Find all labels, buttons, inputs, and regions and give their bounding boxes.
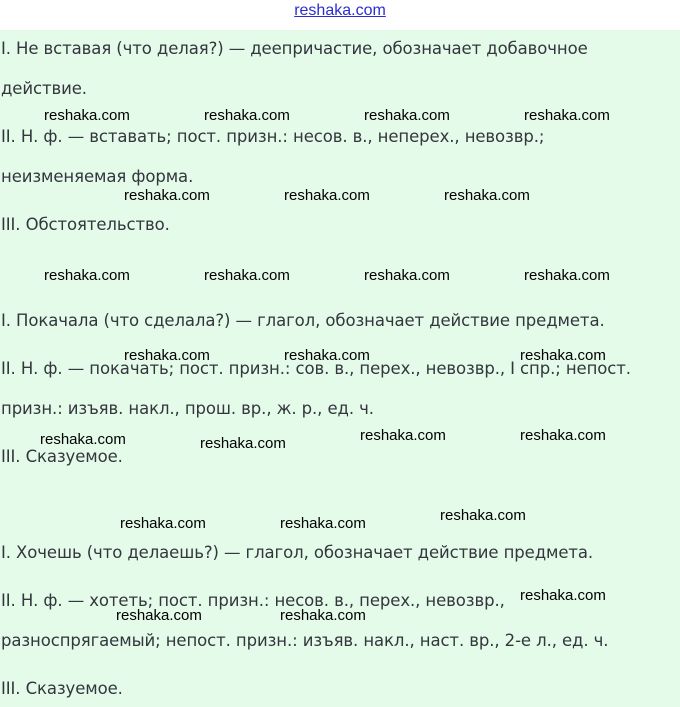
site-logo-link[interactable]: reshaka.com	[294, 2, 386, 19]
watermark-text: reshaka.com	[44, 267, 130, 284]
watermark-text: reshaka.com	[524, 107, 610, 124]
parse-line: II. Н. ф. — вставать; пост. призн.: несов. в., неперех., невозвр.;	[1, 127, 545, 146]
watermark-text: reshaka.com	[524, 267, 610, 284]
watermark-text: reshaka.com	[444, 187, 530, 204]
watermark-text: reshaka.com	[116, 607, 202, 624]
watermark-text: reshaka.com	[520, 427, 606, 444]
parse-line: действие.	[1, 79, 87, 98]
watermark-text: reshaka.com	[520, 347, 606, 364]
watermark-text: reshaka.com	[280, 515, 366, 532]
parse-line: I. Не вставая (что делая?) — деепричастие, обозначает добавочное	[1, 39, 588, 58]
parse-line: неизменяемая форма.	[1, 167, 194, 186]
watermark-text: reshaka.com	[364, 107, 450, 124]
watermark-text: reshaka.com	[124, 347, 210, 364]
parse-line: III. Сказуемое.	[1, 679, 123, 698]
parse-line: разноспрягаемый; непост. призн.: изъяв. накл., наст. вр., 2-е л., ед. ч.	[1, 631, 609, 650]
watermark-text: reshaka.com	[284, 347, 370, 364]
parse-line: призн.: изъяв. накл., прош. вр., ж. р., ед. ч.	[1, 399, 374, 418]
watermark-text: reshaka.com	[44, 107, 130, 124]
watermark-text: reshaka.com	[124, 187, 210, 204]
parse-line: I. Хочешь (что делаешь?) — глагол, обозначает действие предмета.	[1, 543, 594, 562]
parse-line: III. Сказуемое.	[1, 447, 123, 466]
watermark-text: reshaka.com	[360, 427, 446, 444]
parse-line: II. Н. ф. — хотеть; пост. призн.: несов. в., перех., невозвр.,	[1, 591, 505, 610]
watermark-text: reshaka.com	[40, 431, 126, 448]
watermark-text: reshaka.com	[280, 607, 366, 624]
watermark-text: reshaka.com	[120, 515, 206, 532]
watermark-text: reshaka.com	[284, 187, 370, 204]
watermark-text: reshaka.com	[520, 587, 606, 604]
watermark-text: reshaka.com	[364, 267, 450, 284]
watermark-text: reshaka.com	[200, 435, 286, 452]
watermark-text: reshaka.com	[204, 107, 290, 124]
header	[0, 0, 680, 30]
parse-line: II. Н. ф. — покачать; пост. призн.: сов. в., перех., невозвр., I спр.; непост.	[1, 359, 631, 378]
parse-line: III. Обстоятельство.	[1, 215, 170, 234]
watermark-text: reshaka.com	[440, 507, 526, 524]
parse-line: I. Покачала (что сделала?) — глагол, обозначает действие предмета.	[1, 311, 605, 330]
watermark-text: reshaka.com	[204, 267, 290, 284]
answer-content	[0, 30, 680, 707]
